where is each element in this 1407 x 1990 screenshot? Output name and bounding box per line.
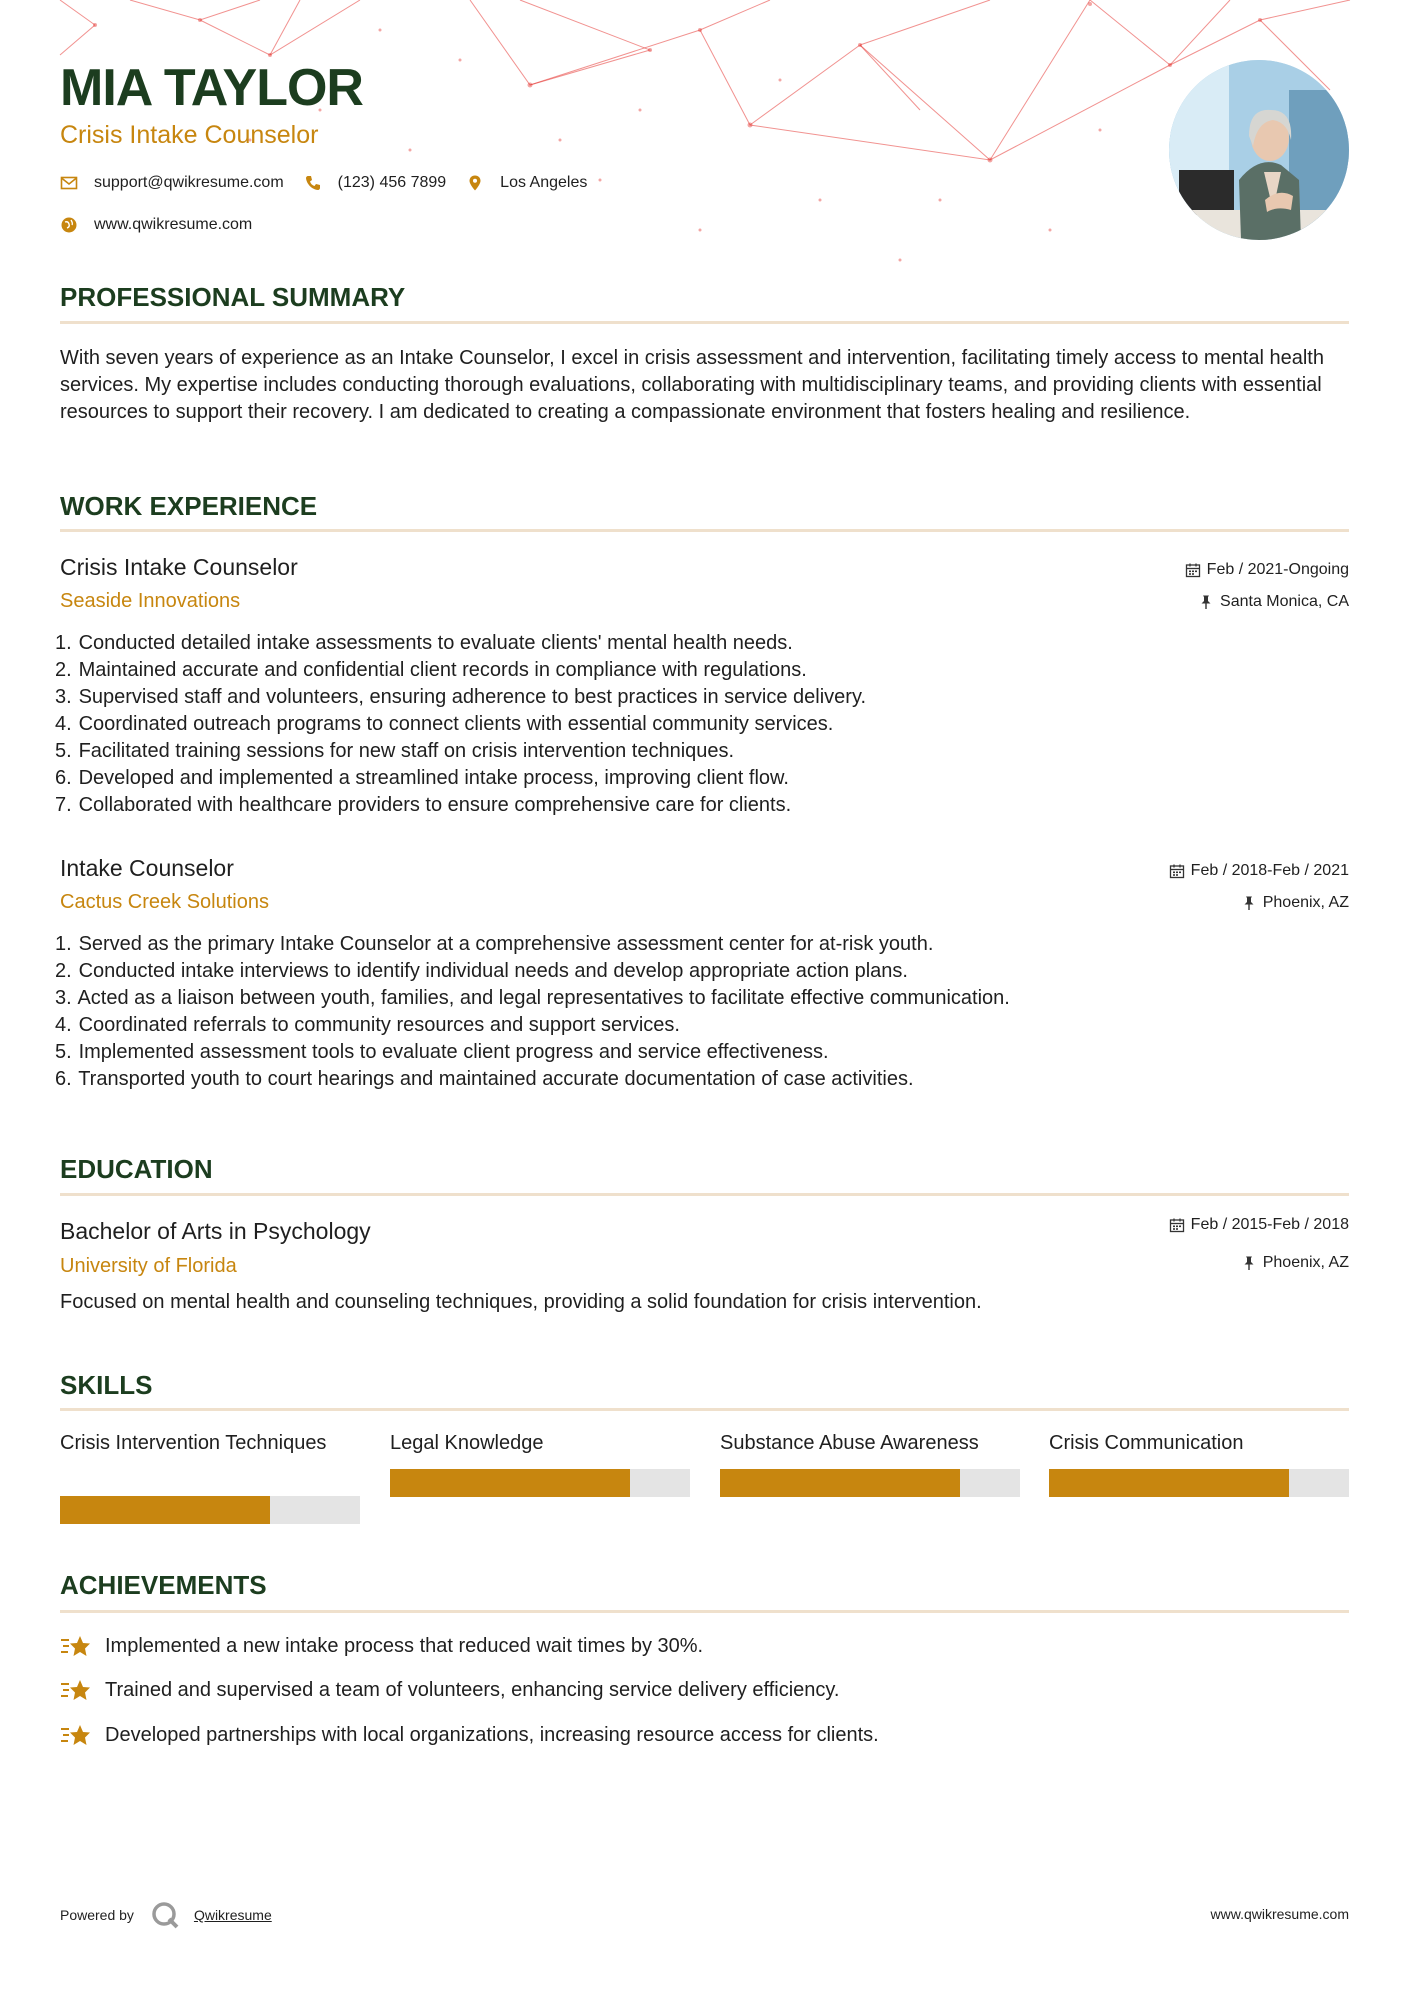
achievement-text: Developed partnerships with local organizations, increasing resource access for clients. [105,1723,879,1746]
skill-label: Crisis Intervention Techniques [60,1432,327,1454]
skill-bar-fill [720,1469,960,1497]
list-item: 6. Transported youth to court hearings and maintained accurate documentation of case activities. [55,1068,914,1090]
job-location-text: Phoenix, AZ [1262,894,1349,911]
list-item: 3. Supervised staff and volunteers, ensuring adherence to best practices in service delivery. [55,686,867,708]
contact-email[interactable] [60,174,284,192]
qwikresume-logo-icon [150,1900,180,1930]
achievement-text: Implemented a new intake process that reduced wait times by 30%. [105,1634,704,1657]
achievement-item [60,1676,839,1704]
pushpin-icon [1241,895,1257,911]
job-dates [1169,862,1349,880]
job-location [1241,894,1349,912]
education-divider [60,1193,1349,1196]
summary-divider [60,321,1349,324]
summary-text: With seven years of experience as an Intake Counselor, I excel in crisis assessment and intervention, facilitating timely access to mental health services. My expertise includes conducting thorough evaluations, collaborating with multidisciplinary teams, and providing clients with essential resources to support their recovery. I am dedicated to creating a compassionate environment that fosters healing and resilience. [60,347,1324,423]
contact-row-1 [60,174,607,192]
achievement-text: Trained and supervised a team of volunteers, enhancing service delivery efficiency. [105,1678,840,1701]
pushpin-icon [1198,594,1214,610]
calendar-icon [1169,863,1185,879]
globe-icon [60,216,78,234]
envelope-icon [60,174,78,192]
job-company: Seaside Innovations [60,590,241,612]
achievement-item [60,1632,703,1660]
job-bullets [55,630,1345,819]
education-degree: Bachelor of Arts in Psychology [60,1218,371,1244]
list-item: 2. Conducted intake interviews to identify individual needs and develop appropriate action plans. [55,960,908,982]
job-title: Intake Counselor [60,855,234,881]
location-text: Los Angeles [500,174,588,191]
skill-bar-fill [1049,1469,1289,1497]
list-item: 5. Implemented assessment tools to evaluate client progress and service effectiveness. [55,1041,829,1063]
skills-divider [60,1408,1349,1411]
skill-bar [390,1469,690,1497]
education-school: University of Florida [60,1255,237,1277]
map-pin-icon [466,174,484,192]
skill-bar-fill [60,1496,270,1524]
skill-label: Legal Knowledge [390,1432,544,1454]
education-description: Focused on mental health and counseling techniques, providing a solid foundation for crisis intervention. [60,1291,982,1313]
candidate-role: Crisis Intake Counselor [60,121,319,149]
star-icon [60,1721,92,1749]
calendar-icon [1169,1217,1185,1233]
skill-bar [1049,1469,1349,1497]
contact-phone[interactable] [304,174,447,192]
summary-heading: PROFESSIONAL SUMMARY [60,282,406,312]
profile-photo [1169,60,1349,240]
list-item: 7. Collaborated with healthcare providers to ensure comprehensive care for clients. [55,794,792,816]
website-text: www.qwikresume.com [94,216,253,233]
star-icon [60,1676,92,1704]
candidate-name: MIA TAYLOR [60,59,363,117]
contact-website[interactable] [60,216,252,234]
education-dates [1169,1216,1349,1234]
skills-heading: SKILLS [60,1370,153,1400]
experience-divider [60,529,1349,532]
list-item: 4. Coordinated outreach programs to connect clients with essential community services. [55,713,834,735]
job-location [1198,593,1349,611]
powered-by-text: Powered by [60,1907,134,1923]
experience-heading: WORK EXPERIENCE [60,491,318,521]
email-text: support@qwikresume.com [94,174,284,191]
list-item: 6. Developed and implemented a streamlined intake process, improving client flow. [55,767,789,789]
skill-bar-fill [390,1469,630,1497]
job-dates [1185,561,1349,579]
footer-powered-by [60,1900,272,1930]
job-title: Crisis Intake Counselor [60,554,298,580]
list-item: 1. Conducted detailed intake assessments to evaluate clients' mental health needs. [55,632,793,654]
education-dates-text: Feb / 2015-Feb / 2018 [1190,1216,1349,1233]
achievement-item [60,1721,879,1749]
job-dates-text: Feb / 2018-Feb / 2021 [1190,862,1349,879]
education-location-text: Phoenix, AZ [1262,1254,1349,1271]
job-bullets [55,931,1345,1093]
phone-icon [304,174,322,192]
education-heading: EDUCATION [60,1154,213,1184]
contact-location [466,174,587,192]
list-item: 5. Facilitated training sessions for new staff on crisis intervention techniques. [55,740,735,762]
footer-url[interactable]: www.qwikresume.com [1210,1906,1349,1922]
list-item: 3. Acted as a liaison between youth, families, and legal representatives to facilitate effective communication. [55,987,1010,1009]
job-dates-text: Feb / 2021-Ongoing [1206,561,1349,578]
skill-bar [720,1469,1020,1497]
calendar-icon [1185,562,1201,578]
contact-row-2 [60,216,272,234]
qwikresume-link[interactable]: Qwikresume [193,1907,272,1923]
list-item: 4. Coordinated referrals to community resources and support services. [55,1014,680,1036]
phone-text: (123) 456 7899 [337,174,447,191]
star-icon [60,1632,92,1660]
skill-label: Substance Abuse Awareness [720,1432,979,1454]
skill-bar [60,1496,360,1524]
job-company: Cactus Creek Solutions [60,891,269,913]
list-item: 2. Maintained accurate and confidential client records in compliance with regulations. [55,659,807,681]
pushpin-icon [1241,1255,1257,1271]
skill-label: Crisis Communication [1049,1432,1244,1454]
education-location [1241,1254,1349,1272]
job-location-text: Santa Monica, CA [1220,593,1349,610]
list-item: 1. Served as the primary Intake Counselor at a comprehensive assessment center for at-risk youth. [55,933,934,955]
achievements-divider [60,1610,1349,1613]
achievements-heading: ACHIEVEMENTS [60,1570,267,1600]
